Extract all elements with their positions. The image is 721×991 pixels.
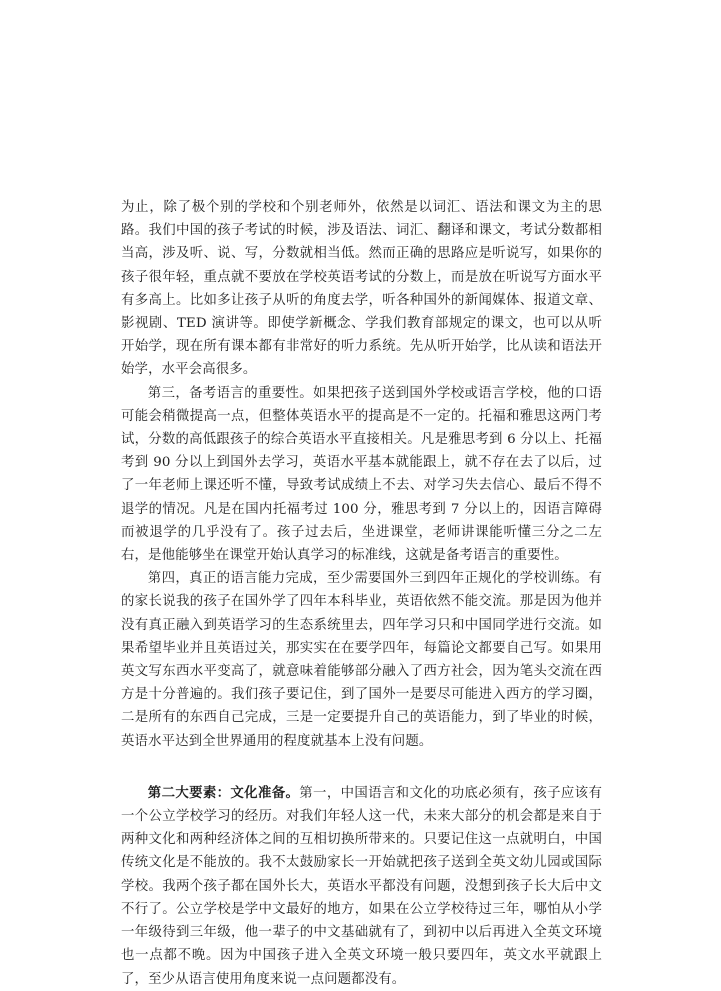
paragraph-third-point: 第三，备考语言的重要性。如果把孩子送到国外学校或语言学校，他的口语可能会稍微提高一点，但整体英语水平的提高是不一定的。托福和雅思这两门考试，分数的高低跟孩子的综合英语水平直接相关。凡是雅思考到 6 分以上、托福考到 90 分以上到国外去学习，英语水平基本就能跟上，就不存在去了以后，过了一年老师上课还听不懂，导致考试成绩上不去、对学习失去信心、最后不得不退学的情况。凡是在国内托福考过 100 分，雅思考到 7 分以上的，因语言障碍而被退学的几乎没有了。孩子过去后，坐进课堂，老师讲课能听懂三分之二左右，是他能够坐在课堂开始认真学习的标准线，这就是备考语言的重要性。 [121, 385, 602, 564]
section-heading: 第二大要素：文化准备。 [147, 784, 300, 801]
paragraph-gap [121, 753, 602, 782]
paragraph-fourth-point: 第四，真正的语言能力完成，至少需要国外三到四年正规化的学校训练。有的家长说我的孩子在国外学了四年本科毕业，英语依然不能交流。那是因为他并没有真正融入到英语学习的生态系统里去，四年学习只和中国同学进行交流。如果希望毕业并且英语过关，那实实在在要学四年，每篇论文都要自己写。如果用英文写东西水平变高了，就意味着能够部分融入了西方社会，因为笔头交流在西方是十分普遍的。我们孩子要记住，到了国外一是要尽可能进入西方的学习圈，二是所有的东西自己完成，三是一定要提升自己的英语能力，到了毕业的时候，英语水平达到全世界通用的程度就基本上没有问题。 [121, 571, 602, 749]
paragraph-cultural-preparation [121, 782, 602, 991]
section-body-text: 第一，中国语言和文化的功底必须有，孩子应该有一个公立学校学习的经历。对我们年轻人这一代，未来大部分的机会都是来自于两种文化和两种经济体之间的互相切换所带来的。只要记住这一点就明白，中国传统文化是不能放的。我不太鼓励家长一开始就把孩子送到全英文幼儿园或国际学校。我两个孩子都在国外长大，英语水平都没有问题，没想到孩子长大后中文不行了。公立学校是学中文最好的地方，如果在公立学校待过三年，哪怕从小学一年级待到三年级，他一辈子的中文基础就有了，到初中以后再进入全英文环境也一点都不晚。因为中国孩子进入全英文环境一般只要四年，英文水平就跟上了，至少从语言使用角度来说一点问题都没有。 [121, 785, 602, 987]
paragraph-continuation: 为止，除了极个别的学校和个别老师外，依然是以词汇、语法和课文为主的思路。我们中国的孩子考试的时候，涉及语法、词汇、翻译和课文，考试分数都相当高，涉及听、说、写，分数就相当低。然而正确的思路应是听说写，如果你的孩子很年轻，重点就不要放在学校英语考试的分数上，而是放在听说写方面水平有多高上。比如多让孩子从听的角度去学，听各种国外的新闻媒体、报道文章、影视剧、TED 演讲等。即使学新概念、学我们教育部规定的课文，也可以从听开始学，现在所有课本都有非常好的听力系统。先从听开始学，比从读和语法开始学，水平会高很多。 [121, 200, 602, 378]
body-text [121, 196, 602, 991]
